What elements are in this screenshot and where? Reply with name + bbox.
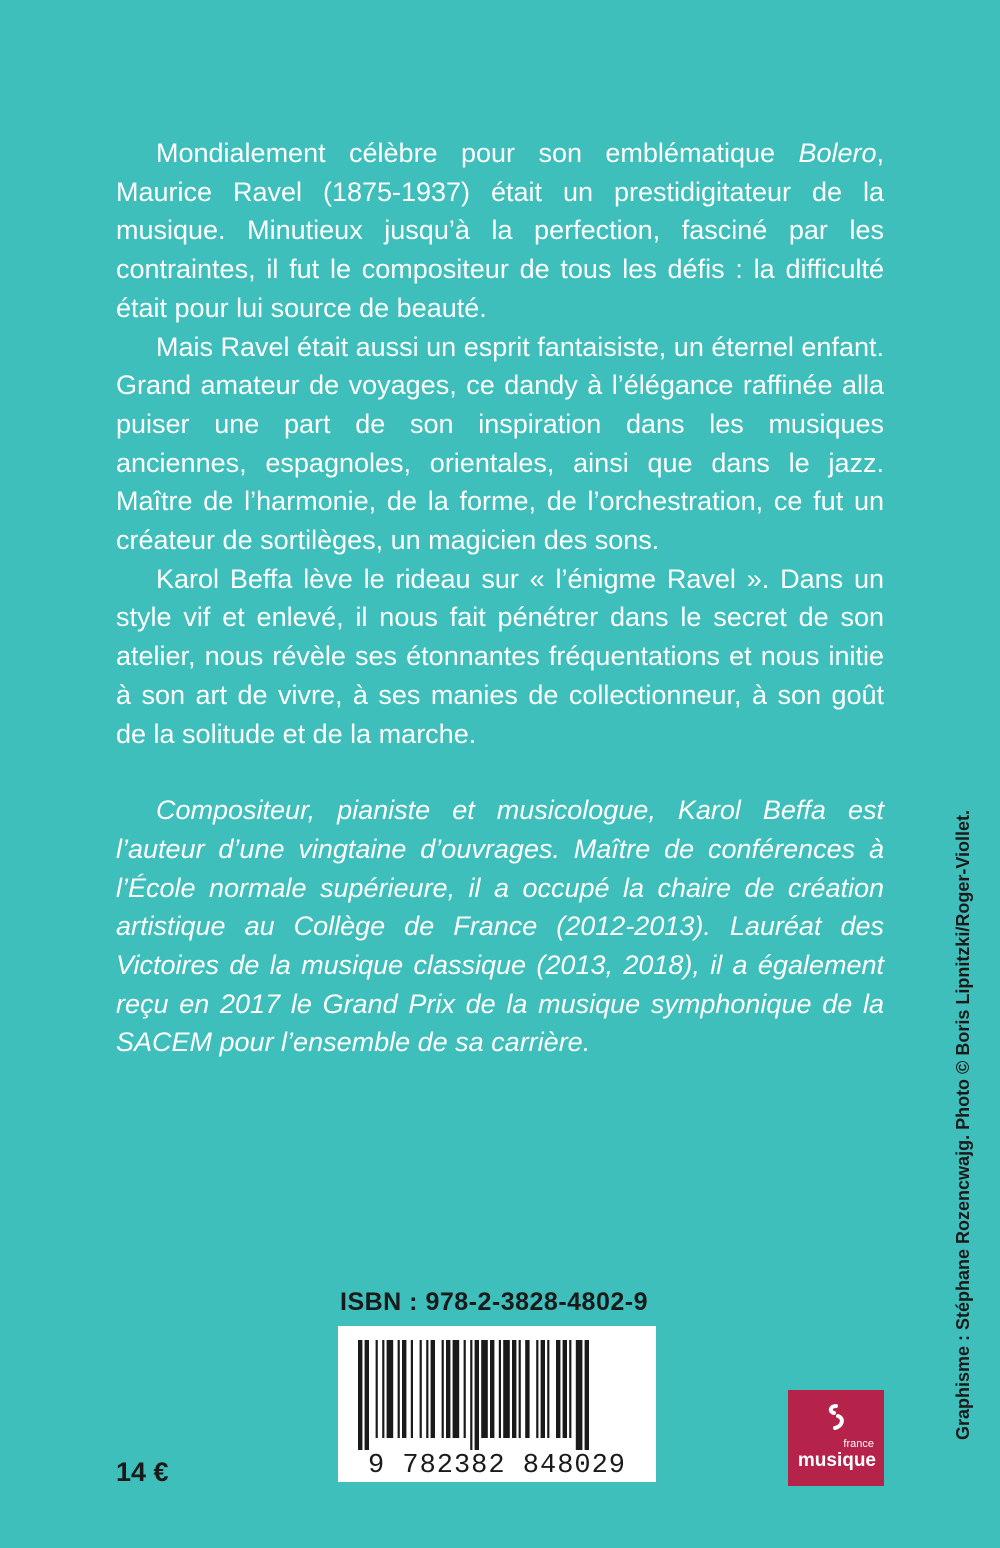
barcode-bar: [563, 1340, 567, 1438]
barcode-bar: [442, 1340, 444, 1438]
barcode-graphic: [338, 1326, 656, 1482]
blurb-paragraph-3: Karol Beffa lève le rideau sur « l’énigme Ravel ». Dans un style vif et enlevé, il nous fait pénétrer dans le secret de son atelier, nous révèle ses étonnantes fréquentations et nous initie à son art de vivre, à ses manies de collectionneur, à son goût de la solitude et de la marche.: [116, 563, 884, 749]
blurb-p1-end: , Maurice Ravel (1875-1937) était un prestidigitateur de la musique. Minutieux jusqu’à la perfection, fasciné par les contraintes, il fut le compositeur de tous les défis : la difficulté était pour lui source de beauté.: [116, 138, 884, 323]
blurb-p1-start: Mondialement célèbre pour son emblématique: [156, 138, 799, 168]
author-bio: Compositeur, pianiste et musicologue, Karol Beffa est l’auteur d’une vingtaine d’ouvrages. Maître de conférences à l’École normale supérieure, il a occupé la chaire de création artistique au Collège de France (2012-2013). Lauréat des Victoires de la musique classique (2013, 2018), il a également reçu en 2017 le Grand Prix de la musique symphonique de la SACEM pour l’ensemble de sa carrière.: [116, 795, 884, 1058]
barcode-bar: [382, 1340, 384, 1438]
barcode-bar: [475, 1340, 479, 1450]
price: 14 €: [116, 1457, 169, 1487]
barcode-bar: [585, 1340, 589, 1450]
barcode-bar: [420, 1340, 422, 1438]
barcode-bar: [536, 1340, 538, 1438]
credits: Graphisme : Stéphane Rozencwajg. Photo © Boris Lipnitzki/Roger-Viollet.: [953, 809, 973, 1440]
logo-text-musique: musique: [797, 1450, 876, 1471]
barcode-bar: [547, 1340, 549, 1438]
barcode-bar: [431, 1340, 435, 1438]
barcode-bar: [519, 1340, 521, 1438]
bolero-title: Bolero: [798, 138, 877, 168]
barcode-bar: [387, 1340, 394, 1438]
barcode-bar: [525, 1340, 529, 1438]
barcode-bar: [569, 1340, 571, 1438]
barcode-bar: [503, 1340, 510, 1438]
barcode-bar: [470, 1340, 472, 1450]
barcode-bar: [358, 1340, 362, 1450]
barcode-bar: [446, 1340, 450, 1438]
barcode-bar: [512, 1340, 516, 1438]
barcode-bar: [365, 1340, 369, 1450]
barcode-bar: [481, 1340, 488, 1438]
barcode-bar: [490, 1340, 494, 1438]
blurb: [116, 134, 884, 1062]
blurb-paragraph-1: [116, 134, 884, 328]
barcode-digits: 9 782382 848029: [367, 1451, 627, 1481]
france-musique-logo: [788, 1390, 884, 1486]
barcode-bar: [464, 1340, 466, 1438]
barcode-bar: [426, 1340, 428, 1438]
france-musique-logo-icon: [826, 1404, 848, 1432]
barcode-bar: [541, 1340, 545, 1438]
barcode-bar: [402, 1340, 406, 1438]
barcode-bar: [411, 1340, 413, 1438]
barcode: [338, 1326, 656, 1482]
logo-text-france: france: [843, 1438, 874, 1450]
isbn: ISBN : 978-2-3828-4802-9: [340, 1288, 648, 1316]
barcode-bars: [358, 1340, 589, 1450]
blurb-paragraph-2: Mais Ravel était aussi un esprit fantaisiste, un éternel enfant. Grand amateur de voyages, ce dandy à l’élégance raffinée alla puiser une part de son inspiration dans les musiques anciennes, espagnoles, orientales, ainsi que dans le jazz. Maître de l’harmonie, de la forme, de l’orchestration, ce fut un créateur de sortilèges, un magicien des sons.: [116, 331, 884, 556]
barcode-bar: [453, 1340, 460, 1438]
barcode-bar: [376, 1340, 378, 1438]
barcode-bar: [398, 1340, 400, 1438]
barcode-bar: [576, 1340, 583, 1450]
barcode-bar: [499, 1340, 501, 1438]
barcode-bar: [556, 1340, 560, 1438]
